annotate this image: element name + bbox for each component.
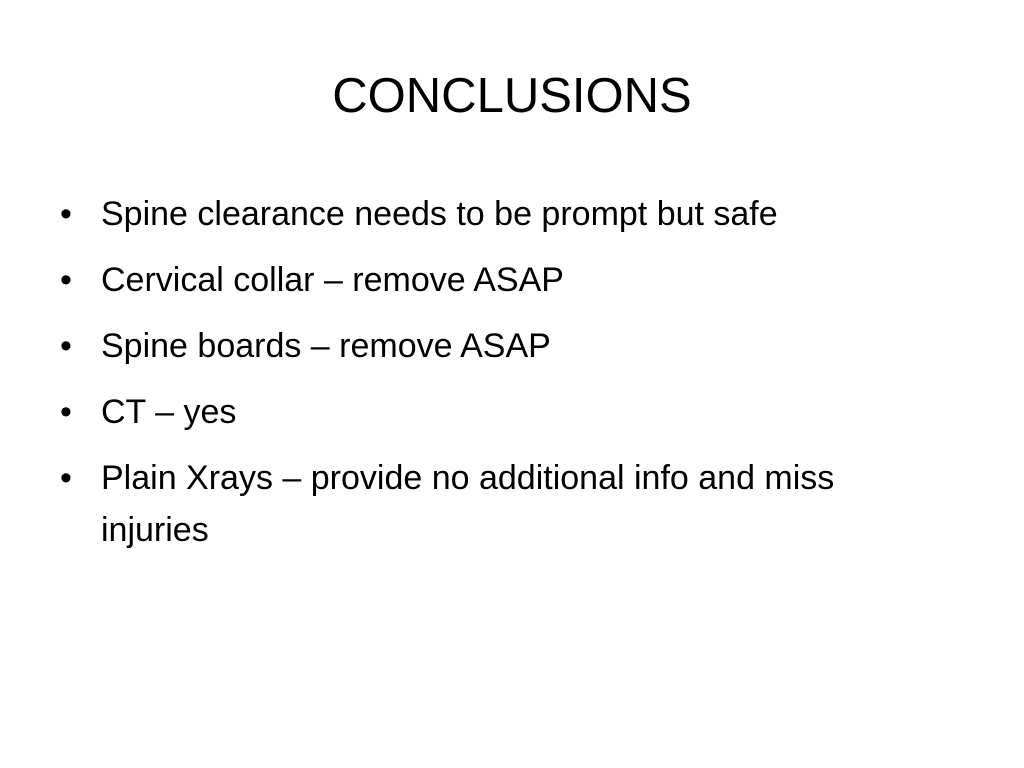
bullet-list	[60, 188, 940, 570]
bullet-dot-icon: •	[60, 459, 72, 497]
bullet-item-spine-boards	[60, 320, 940, 372]
bullet-dot-icon: •	[60, 327, 72, 365]
bullet-item-ct	[60, 386, 940, 438]
bullet-item-plain-xrays	[60, 452, 940, 556]
bullet-dot-icon: •	[60, 261, 72, 299]
bullet-item-cervical-collar	[60, 254, 940, 306]
bullet-text: CT – yes	[101, 393, 237, 431]
bullet-text: Spine clearance needs to be prompt but safe	[101, 195, 778, 233]
bullet-dot-icon: •	[60, 195, 72, 233]
bullet-text: Plain Xrays – provide no additional info and miss injuries	[101, 459, 835, 549]
bullet-text: Cervical collar – remove ASAP	[101, 261, 564, 299]
bullet-dot-icon: •	[60, 393, 72, 431]
slide-title: CONCLUSIONS	[332, 69, 692, 123]
bullet-text: Spine boards – remove ASAP	[101, 327, 551, 365]
bullet-item-spine-clearance	[60, 188, 940, 240]
